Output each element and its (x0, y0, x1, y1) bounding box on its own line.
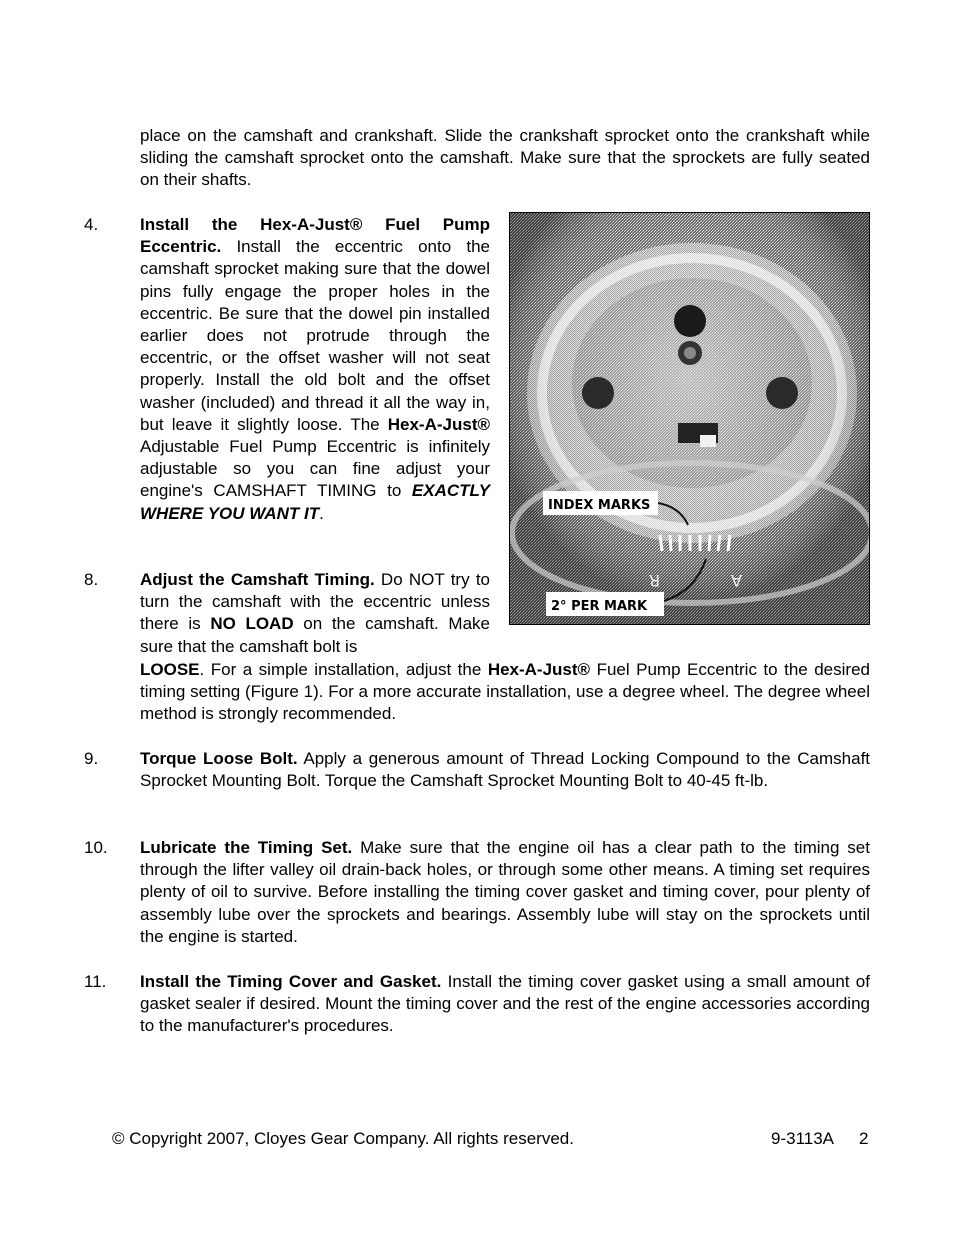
step-8-body-c: . For a simple installation, adjust the (199, 660, 488, 679)
step-11-text (140, 971, 870, 1038)
step-4-emphasis: EXACTLY WHERE YOU WANT IT (140, 481, 490, 523)
step-8-text-narrow (140, 569, 490, 658)
step-8-body-a: Do NOT try to turn the camshaft with the eccentric unless there is (140, 570, 490, 634)
step-11-number: 11. (84, 972, 107, 991)
step-10-body: Make sure that the engine oil has a clear path to the timing set through the lifter valley oil drain-back holes, or through some other means. A timing set requires plenty of oil to survive. Before installing the timing cover gasket and timing cover, pour plenty of assembly lube over the sprockets and bearings. Assembly lube will stay on the sprockets until the engine is started. (140, 838, 870, 946)
step-8-text-wide (140, 659, 870, 726)
step-8-body-b: on the camshaft. Make sure that the camshaft bolt is (140, 614, 490, 656)
step-4-brand: Hex-A-Just® (387, 414, 490, 434)
step-4-body-b: Adjustable Fuel Pump Eccentric is infinitely adjustable so you can fine adjust your engine's CAMSHAFT TIMING to (140, 437, 490, 501)
step-4-title: Install the Hex-A-Just® Fuel Pump Eccentric. (140, 215, 490, 257)
step-9-body: Apply a generous amount of Thread Locking Compound to the Camshaft Sprocket Mounting Bolt. Torque the Camshaft Sprocket Mounting Bolt to 40-45 ft-lb. (140, 749, 871, 791)
step-8-number: 8. (84, 570, 99, 589)
footer-copyright: © Copyright 2007, Cloyes Gear Company. All rights reserved. (112, 1129, 574, 1148)
figure-mark-a: A (731, 571, 742, 590)
step-4-text (140, 214, 490, 525)
timing-figure-photo (509, 212, 870, 625)
step-11-title: Install the Timing Cover and Gasket. (140, 972, 442, 991)
footer-doc-number: 9-3113A (771, 1129, 835, 1148)
step-11-body: Install the timing cover gasket using a small amount of gasket sealer if desired. Mount the timing cover and the rest of the engine accessories according to the manufacturer's procedures. (140, 972, 870, 1036)
step-8-no-load: NO LOAD (210, 614, 294, 634)
figure-label-degree-per-mark: 2° PER MARK (551, 599, 648, 614)
figure-label-index-marks: INDEX MARKS (548, 498, 651, 513)
step-8-title: Adjust the Camshaft Timing. (140, 570, 375, 589)
step-10-text (140, 837, 870, 948)
step-8-loose: LOOSE (140, 660, 200, 679)
figure-mark-r: R (648, 571, 660, 590)
step-9-number: 9. (84, 749, 99, 768)
step-4-body-a: Install the eccentric onto the camshaft sprocket making sure that the dowel pins fully engage the proper holes in the eccentric. Be sure that the dowel pin installed earlier does not protrude through the eccentric, or the offset washer will not seat properly. Install the old bolt and the offset washer (included) and thread it all the way in, but leave it slightly loose. The (140, 237, 490, 434)
intro-paragraph: place on the camshaft and crankshaft. Slide the crankshaft sprocket onto the crankshaft while sliding the camshaft sprocket onto the camshaft. Make sure that the sprockets are fully seated on their shafts. (140, 126, 870, 190)
step-10-title: Lubricate the Timing Set. (140, 838, 353, 857)
step-4-end: . (319, 503, 324, 523)
step-9-text (140, 748, 870, 792)
step-8-body-d: Fuel Pump Eccentric to the desired timing setting (Figure 1). For a more accurate installation, use a degree wheel. The degree wheel method is strongly recommended. (140, 660, 870, 724)
step-9-title: Torque Loose Bolt. (140, 749, 298, 768)
footer-page-number: 2 (859, 1129, 869, 1148)
step-10-number: 10. (84, 838, 108, 857)
step-8-brand: Hex-A-Just® (487, 660, 591, 679)
step-4-number: 4. (84, 215, 99, 234)
